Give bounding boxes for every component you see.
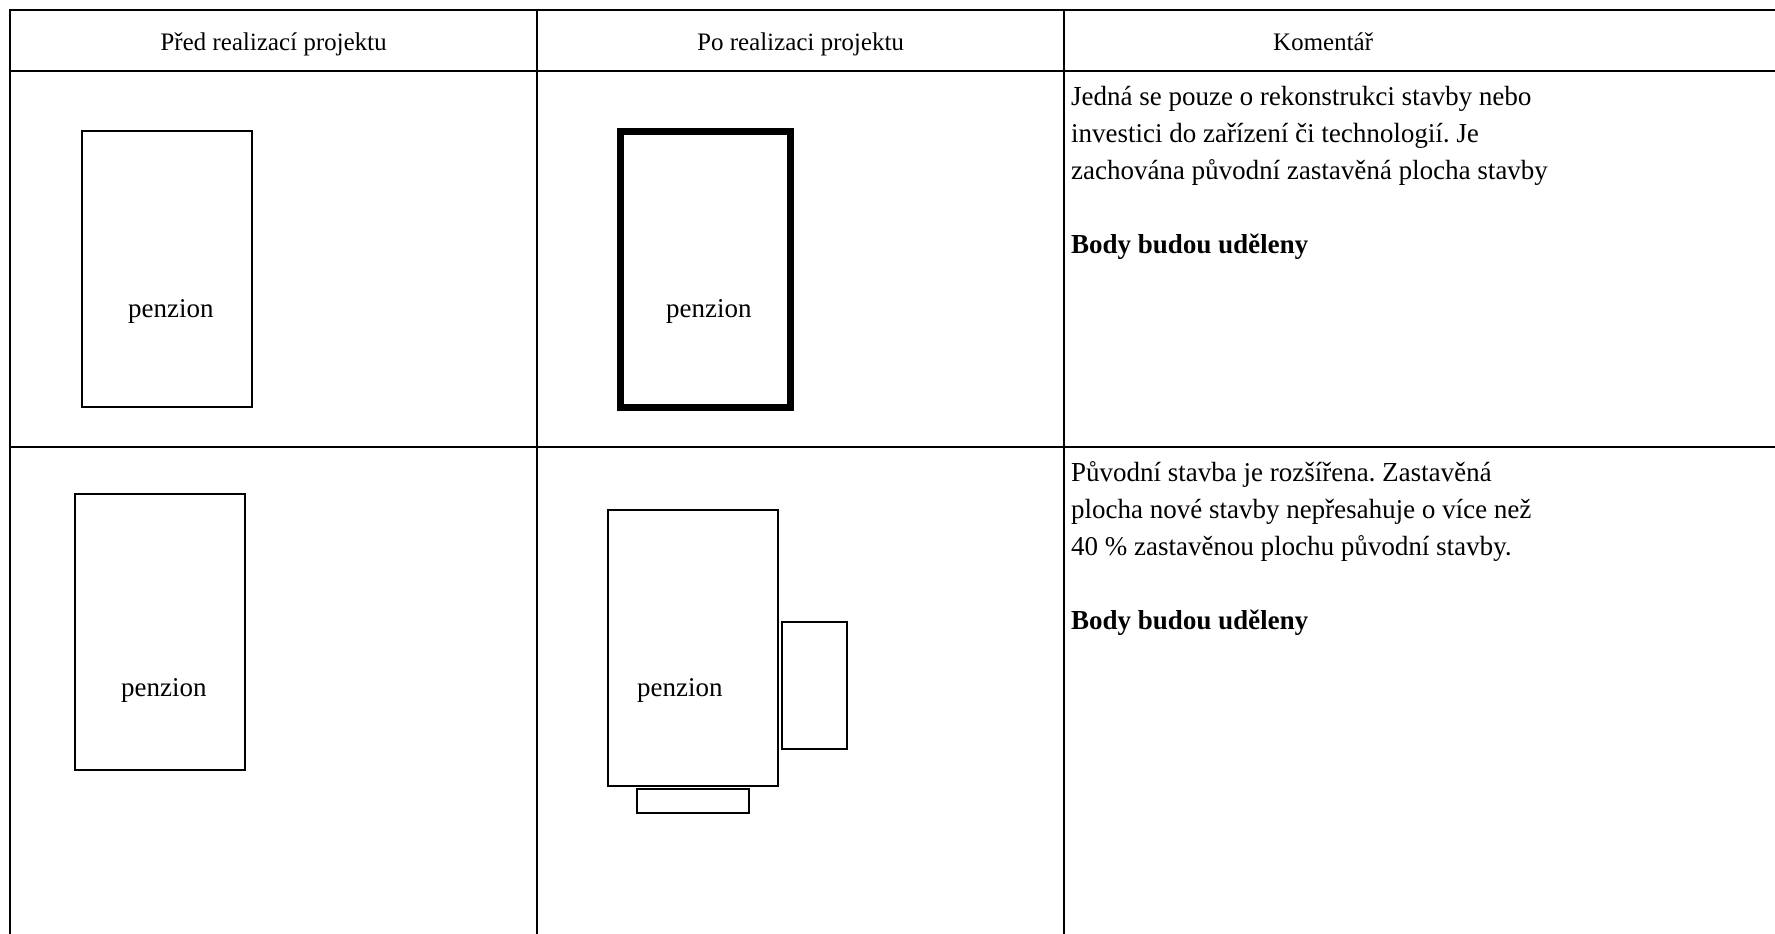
- building-extension-side: [781, 621, 848, 750]
- header-cell-after: [538, 11, 1063, 70]
- table-row: [0, 448, 1775, 934]
- building-label-before: penzion: [121, 672, 207, 702]
- building-diagram-before: [81, 130, 253, 408]
- building-extension-bottom: [636, 788, 750, 814]
- building-diagram-after-main: [607, 509, 779, 787]
- comment-line: 40 % zastavěnou plochu původní stavby.: [1071, 531, 1512, 561]
- table-row: [0, 72, 1775, 446]
- building-diagram-before: [74, 493, 246, 771]
- verdict-text: Body budou uděleny: [1071, 605, 1309, 635]
- comment-line: zachována původní zastavěná plocha stavby: [1071, 155, 1548, 185]
- building-label-after: penzion: [637, 672, 723, 702]
- building-label-before: penzion: [128, 293, 214, 323]
- verdict-text: Body budou uděleny: [1071, 229, 1309, 259]
- header-cell-before: [11, 11, 536, 70]
- comment-line: Jedná se pouze o rekonstrukci stavby nebo: [1071, 81, 1532, 111]
- header-before: Před realizací projektu: [160, 29, 387, 56]
- header-cell-comment: [1065, 11, 1775, 70]
- comment-line: investici do zařízení či technologií. Je: [1071, 118, 1479, 148]
- comment-cell: [1071, 78, 1591, 263]
- header-comment: Komentář: [1273, 29, 1373, 56]
- comment-cell: [1071, 454, 1591, 639]
- building-diagram-after-renovated: [617, 128, 794, 411]
- comment-line: plocha nové stavby nepřesahuje o více než: [1071, 494, 1532, 524]
- building-label-after: penzion: [666, 293, 752, 323]
- header-after: Po realizaci projektu: [697, 29, 904, 56]
- comment-line: Původní stavba je rozšířena. Zastavěná: [1071, 457, 1492, 487]
